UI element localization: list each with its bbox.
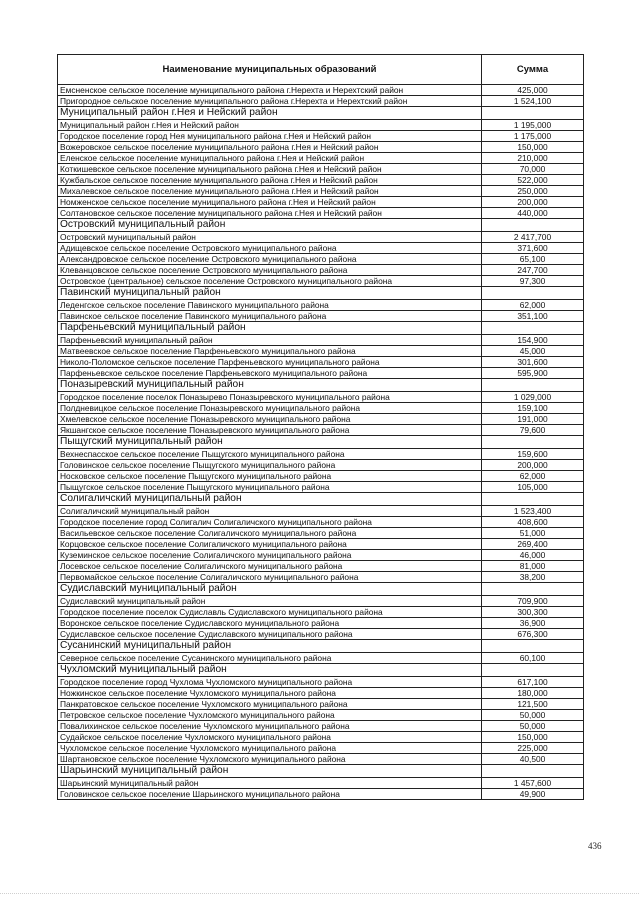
amount-cell (482, 322, 584, 335)
entity-name-cell: Чухломское сельское поселение Чухломского муниципального района (58, 743, 482, 754)
amount-cell: 159,100 (482, 403, 584, 414)
amount-cell: 200,000 (482, 460, 584, 471)
entity-name-cell: Городское поселение город Чухлома Чухломского муниципального района (58, 677, 482, 688)
table-row (58, 175, 584, 186)
amount-cell: 50,000 (482, 721, 584, 732)
amount-cell: 51,000 (482, 528, 584, 539)
district-header-row (58, 379, 584, 392)
amount-cell: 301,600 (482, 357, 584, 368)
table-row (58, 688, 584, 699)
amount-cell: 200,000 (482, 197, 584, 208)
header-name: Наименование муниципальных образований (58, 55, 482, 85)
district-name-cell: Шарьинский муниципальный район (58, 765, 482, 778)
table-row (58, 346, 584, 357)
table-row (58, 561, 584, 572)
amount-cell: 617,100 (482, 677, 584, 688)
amount-cell: 225,000 (482, 743, 584, 754)
table-row (58, 653, 584, 664)
table-row (58, 449, 584, 460)
district-header-row (58, 765, 584, 778)
entity-name-cell: Кужбальское сельское поселение муниципального района г.Нея и Нейский район (58, 175, 482, 186)
entity-name-cell: Матвеевское сельское поселение Парфеньевского муниципального района (58, 346, 482, 357)
entity-name-cell: Николо-Поломское сельское поселение Парфеньевского муниципального района (58, 357, 482, 368)
amount-cell (482, 287, 584, 300)
table-row (58, 677, 584, 688)
entity-name-cell: Полдневицкое сельское поселение Поназыревского муниципального района (58, 403, 482, 414)
amount-cell: 425,000 (482, 85, 584, 96)
amount-cell: 50,000 (482, 710, 584, 721)
table-row (58, 743, 584, 754)
amount-cell: 62,000 (482, 471, 584, 482)
district-name-cell: Поназыревский муниципальный район (58, 379, 482, 392)
table-row (58, 732, 584, 743)
amount-cell: 1 175,000 (482, 131, 584, 142)
entity-name-cell: Хмелевское сельское поселение Поназыревского муниципального района (58, 414, 482, 425)
amount-cell: 159,600 (482, 449, 584, 460)
amount-cell: 247,700 (482, 265, 584, 276)
entity-name-cell: Вехнеспасское сельское поселение Пыщугского муниципального района (58, 449, 482, 460)
entity-name-cell: Адищевское сельское поселение Островского муниципального района (58, 243, 482, 254)
amount-cell: 371,600 (482, 243, 584, 254)
amount-cell: 150,000 (482, 142, 584, 153)
amount-cell: 250,000 (482, 186, 584, 197)
entity-name-cell: Парфеньевское сельское поселение Парфеньевского муниципального района (58, 368, 482, 379)
entity-name-cell: Клеванцовское сельское поселение Островского муниципального района (58, 265, 482, 276)
table-row (58, 607, 584, 618)
entity-name-cell: Носковское сельское поселение Пыщугского муниципального района (58, 471, 482, 482)
entity-name-cell: Городское поселение город Солигалич Солигаличского муниципального района (58, 517, 482, 528)
amount-cell: 269,400 (482, 539, 584, 550)
entity-name-cell: Леденгское сельское поселение Павинского муниципального района (58, 300, 482, 311)
amount-cell: 121,500 (482, 699, 584, 710)
table-header (58, 55, 584, 85)
table-row (58, 572, 584, 583)
table-row (58, 528, 584, 539)
table-row (58, 368, 584, 379)
table-row (58, 629, 584, 640)
amount-cell: 676,300 (482, 629, 584, 640)
district-header-row (58, 664, 584, 677)
amount-cell: 79,600 (482, 425, 584, 436)
table-row (58, 710, 584, 721)
amount-cell (482, 765, 584, 778)
entity-name-cell: Павинское сельское поселение Павинского муниципального района (58, 311, 482, 322)
amount-cell: 36,900 (482, 618, 584, 629)
table-row (58, 311, 584, 322)
table-row (58, 754, 584, 765)
amount-cell: 62,000 (482, 300, 584, 311)
entity-name-cell: Солигаличский муниципальный район (58, 506, 482, 517)
entity-name-cell: Еленское сельское поселение муниципального района г.Нея и Нейский район (58, 153, 482, 164)
table-row (58, 550, 584, 561)
entity-name-cell: Вожеровское сельское поселение муниципального района г.Нея и Нейский район (58, 142, 482, 153)
entity-name-cell: Александровское сельское поселение Островского муниципального района (58, 254, 482, 265)
table-row (58, 335, 584, 346)
table-row (58, 208, 584, 219)
table-row (58, 300, 584, 311)
entity-name-cell: Пригородное сельское поселение муниципального района г.Нерехта и Нерехтский район (58, 96, 482, 107)
amount-cell: 351,100 (482, 311, 584, 322)
table-row (58, 357, 584, 368)
district-name-cell: Парфеньевский муниципальный район (58, 322, 482, 335)
table-row (58, 96, 584, 107)
entity-name-cell: Коткишевское сельское поселение муниципального района г.Нея и Нейский район (58, 164, 482, 175)
district-header-row (58, 583, 584, 596)
entity-name-cell: Городское поселение город Нея муниципального района г.Нея и Нейский район (58, 131, 482, 142)
amount-cell: 105,000 (482, 482, 584, 493)
bottom-divider (0, 893, 639, 894)
district-header-row (58, 493, 584, 506)
entity-name-cell: Петровское сельское поселение Чухломского муниципального района (58, 710, 482, 721)
table-row (58, 539, 584, 550)
entity-name-cell: Емсненское сельское поселение муниципального района г.Нерехта и Нерехтский район (58, 85, 482, 96)
amount-cell: 150,000 (482, 732, 584, 743)
page-number: 436 (588, 841, 602, 851)
entity-name-cell: Головинское сельское поселение Пыщугского муниципального района (58, 460, 482, 471)
entity-name-cell: Корцовское сельское поселение Солигаличского муниципального района (58, 539, 482, 550)
entity-name-cell: Парфеньевский муниципальный район (58, 335, 482, 346)
amount-cell: 1 195,000 (482, 120, 584, 131)
amount-cell (482, 436, 584, 449)
table-row (58, 425, 584, 436)
table-row (58, 85, 584, 96)
entity-name-cell: Номженское сельское поселение муниципального района г.Нея и Нейский район (58, 197, 482, 208)
amount-cell: 595,900 (482, 368, 584, 379)
amount-cell (482, 664, 584, 677)
entity-name-cell: Куземинское сельское поселение Солигаличского муниципального района (58, 550, 482, 561)
table-row (58, 142, 584, 153)
district-header-row (58, 322, 584, 335)
entity-name-cell: Ножкинское сельское поселение Чухломского муниципального района (58, 688, 482, 699)
entity-name-cell: Островский муниципальный район (58, 232, 482, 243)
entity-name-cell: Михалевское сельское поселение муниципального района г.Нея и Нейский район (58, 186, 482, 197)
amount-cell (482, 379, 584, 392)
entity-name-cell: Городское поселение поселок Поназырево Поназыревского муниципального района (58, 392, 482, 403)
table-row (58, 265, 584, 276)
amount-cell: 1 029,000 (482, 392, 584, 403)
amount-cell (482, 640, 584, 653)
entity-name-cell: Первомайское сельское поселение Солигаличского муниципального района (58, 572, 482, 583)
table-row (58, 699, 584, 710)
amount-cell: 40,500 (482, 754, 584, 765)
table-row (58, 414, 584, 425)
entity-name-cell: Повалихинское сельское поселение Чухломского муниципального района (58, 721, 482, 732)
entity-name-cell: Лосевское сельское поселение Солигаличского муниципального района (58, 561, 482, 572)
district-name-cell: Пыщугский муниципальный район (58, 436, 482, 449)
table-row (58, 778, 584, 789)
table-row (58, 232, 584, 243)
entity-name-cell: Воронское сельское поселение Судиславского муниципального района (58, 618, 482, 629)
district-name-cell: Островский муниципальный район (58, 219, 482, 232)
amount-cell: 180,000 (482, 688, 584, 699)
table-row (58, 596, 584, 607)
header-row (58, 55, 584, 85)
table-row (58, 197, 584, 208)
header-sum: Сумма (482, 55, 584, 85)
table-body (58, 85, 584, 800)
table-row (58, 276, 584, 287)
entity-name-cell: Пыщугское сельское поселение Пыщугского муниципального района (58, 482, 482, 493)
amount-cell: 60,100 (482, 653, 584, 664)
district-header-row (58, 287, 584, 300)
table-row (58, 120, 584, 131)
amount-cell: 709,900 (482, 596, 584, 607)
table-row (58, 721, 584, 732)
district-name-cell: Муниципальный район г.Нея и Нейский район (58, 107, 482, 120)
entity-name-cell: Судиславский муниципальный район (58, 596, 482, 607)
table-row (58, 164, 584, 175)
amount-cell (482, 219, 584, 232)
amount-cell (482, 583, 584, 596)
table-row (58, 471, 584, 482)
district-name-cell: Сусанинский муниципальный район (58, 640, 482, 653)
amount-cell: 408,600 (482, 517, 584, 528)
amount-cell: 154,900 (482, 335, 584, 346)
entity-name-cell: Городское поселение поселок Судиславль Судиславского муниципального района (58, 607, 482, 618)
table-row (58, 153, 584, 164)
entity-name-cell: Северное сельское поселение Сусанинского муниципального района (58, 653, 482, 664)
entity-name-cell: Судайское сельское поселение Чухломского муниципального района (58, 732, 482, 743)
amount-cell: 2 417,700 (482, 232, 584, 243)
entity-name-cell: Васильевское сельское поселение Солигаличского муниципального района (58, 528, 482, 539)
amount-cell: 70,000 (482, 164, 584, 175)
entity-name-cell: Панкратовское сельское поселение Чухломского муниципального района (58, 699, 482, 710)
amount-cell: 1 524,100 (482, 96, 584, 107)
table-row (58, 506, 584, 517)
entity-name-cell: Муниципальный район г.Нея и Нейский район (58, 120, 482, 131)
table-row (58, 618, 584, 629)
district-header-row (58, 107, 584, 120)
amount-cell: 1 457,600 (482, 778, 584, 789)
amount-cell: 65,100 (482, 254, 584, 265)
table-row (58, 243, 584, 254)
district-name-cell: Чухломский муниципальный район (58, 664, 482, 677)
amount-cell: 191,000 (482, 414, 584, 425)
table-row (58, 482, 584, 493)
entity-name-cell: Шарьинский муниципальный район (58, 778, 482, 789)
amount-cell: 81,000 (482, 561, 584, 572)
amount-cell: 210,000 (482, 153, 584, 164)
entity-name-cell: Якшангское сельское поселение Поназыревского муниципального района (58, 425, 482, 436)
district-header-row (58, 219, 584, 232)
amount-cell: 49,900 (482, 789, 584, 800)
entity-name-cell: Шартановское сельское поселение Чухломского муниципального района (58, 754, 482, 765)
table-row (58, 186, 584, 197)
amount-cell (482, 107, 584, 120)
amount-cell: 1 523,400 (482, 506, 584, 517)
table-row (58, 460, 584, 471)
amount-cell (482, 493, 584, 506)
district-name-cell: Судиславский муниципальный район (58, 583, 482, 596)
amount-cell: 97,300 (482, 276, 584, 287)
table-row (58, 392, 584, 403)
amount-cell: 300,300 (482, 607, 584, 618)
amount-cell: 38,200 (482, 572, 584, 583)
amount-cell: 440,000 (482, 208, 584, 219)
district-header-row (58, 640, 584, 653)
district-name-cell: Солигаличский муниципальный район (58, 493, 482, 506)
amount-cell: 522,000 (482, 175, 584, 186)
entity-name-cell: Солтановское сельское поселение муниципального района г.Нея и Нейский район (58, 208, 482, 219)
table-row (58, 403, 584, 414)
table-row (58, 254, 584, 265)
table-row (58, 789, 584, 800)
district-name-cell: Павинский муниципальный район (58, 287, 482, 300)
district-header-row (58, 436, 584, 449)
amount-cell: 46,000 (482, 550, 584, 561)
amount-cell: 45,000 (482, 346, 584, 357)
entity-name-cell: Островское (центральное) сельское поселение Островского муниципального района (58, 276, 482, 287)
table-row (58, 131, 584, 142)
table-row (58, 517, 584, 528)
entity-name-cell: Судиславское сельское поселение Судиславского муниципального района (58, 629, 482, 640)
entity-name-cell: Головинское сельское поселение Шарьинского муниципального района (58, 789, 482, 800)
budget-table (57, 54, 584, 800)
